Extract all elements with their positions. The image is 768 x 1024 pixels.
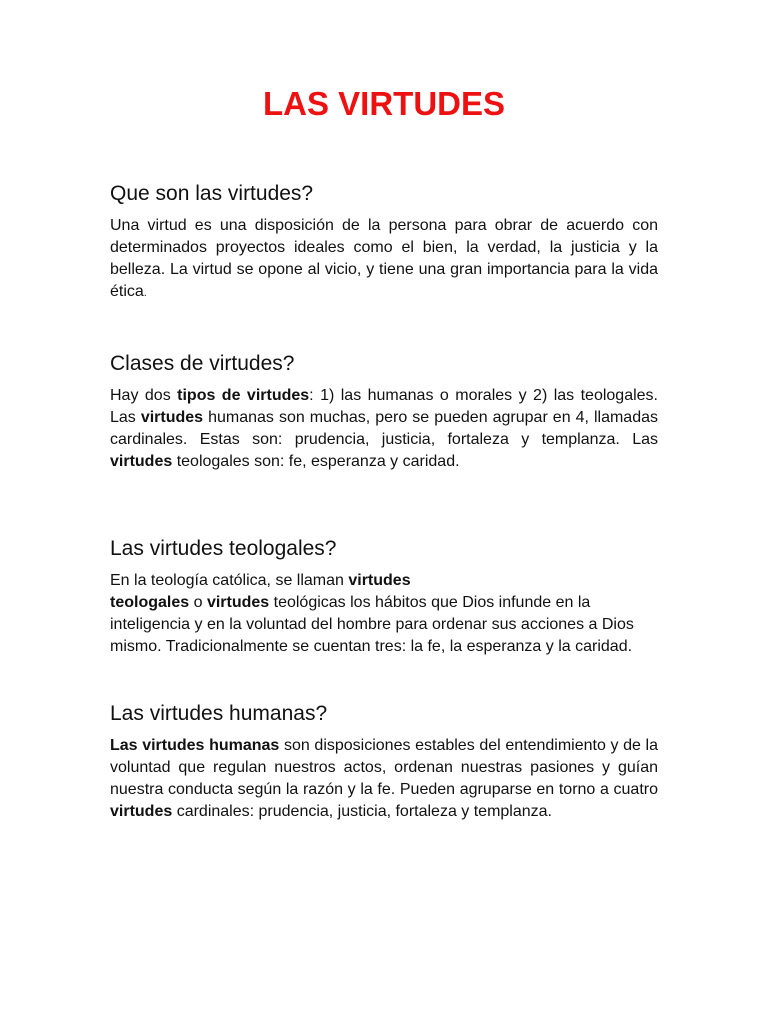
section-paragraph	[110, 735, 658, 823]
section-paragraph	[110, 215, 658, 304]
paragraph-text: o	[189, 594, 207, 611]
paragraph-text: Una virtud es una disposición de la persona para obrar de acuerdo con determinados proyectos ideales como el bien, la verdad, la justicia y la belleza. La virtud se opone al vicio, y tiene una gran importancia para la vida ética	[110, 217, 658, 300]
section-humanas	[110, 701, 658, 823]
section-paragraph	[110, 570, 658, 658]
paragraph-text: teologales son: fe, esperanza y caridad.	[172, 453, 460, 470]
section-heading: Clases de virtudes?	[110, 352, 295, 375]
bold-term: virtudes	[140, 409, 204, 426]
section-que-son	[110, 181, 658, 304]
section-heading: Las virtudes teologales?	[110, 537, 337, 560]
paragraph-text: teológicas los hábitos que Dios infunde en la inteligencia y en la voluntad del hombre para ordenar sus acciones a Dios mismo. Tradicionalmente se cuentan tres: la fe, la esperanza y la caridad.	[110, 594, 634, 655]
section-clases	[110, 351, 658, 473]
paragraph-text: humanas son muchas, pero se pueden agrupar en 4, llamadas cardinales. Estas son: prudencia, justicia, fortaleza y templanza. Las	[110, 409, 659, 448]
paragraph-end: .	[143, 287, 147, 299]
paragraph-text: cardinales: prudencia, justicia, fortaleza y templanza.	[172, 803, 552, 820]
paragraph-text: En la teología católica, se llaman	[110, 572, 349, 589]
paragraph-text: Hay dos	[110, 387, 178, 404]
section-paragraph	[110, 385, 658, 473]
bold-term: virtudes	[110, 453, 173, 470]
bold-term: virtudes	[348, 572, 411, 589]
section-heading: Las virtudes humanas?	[110, 702, 328, 725]
document-title: LAS VIRTUDES	[262, 85, 506, 122]
bold-term: tipos de virtudes	[177, 387, 310, 404]
bold-term: virtudes	[206, 594, 270, 611]
section-teologales	[110, 536, 658, 658]
paragraph-text: son disposiciones estables del entendimiento y de la voluntad que regulan nuestros actos, ordenan nuestras pasiones y guían nuestra conducta según la razón y la fe. Pueden agruparse en torno a cuatro	[110, 737, 659, 798]
bold-term: Las virtudes humanas	[110, 737, 280, 754]
section-heading: Que son las virtudes?	[110, 182, 314, 205]
bold-term: teologales	[110, 594, 190, 611]
paragraph-text: : 1) las humanas o morales y 2) las teologales. Las	[110, 387, 658, 426]
bold-term: virtudes	[110, 803, 173, 820]
